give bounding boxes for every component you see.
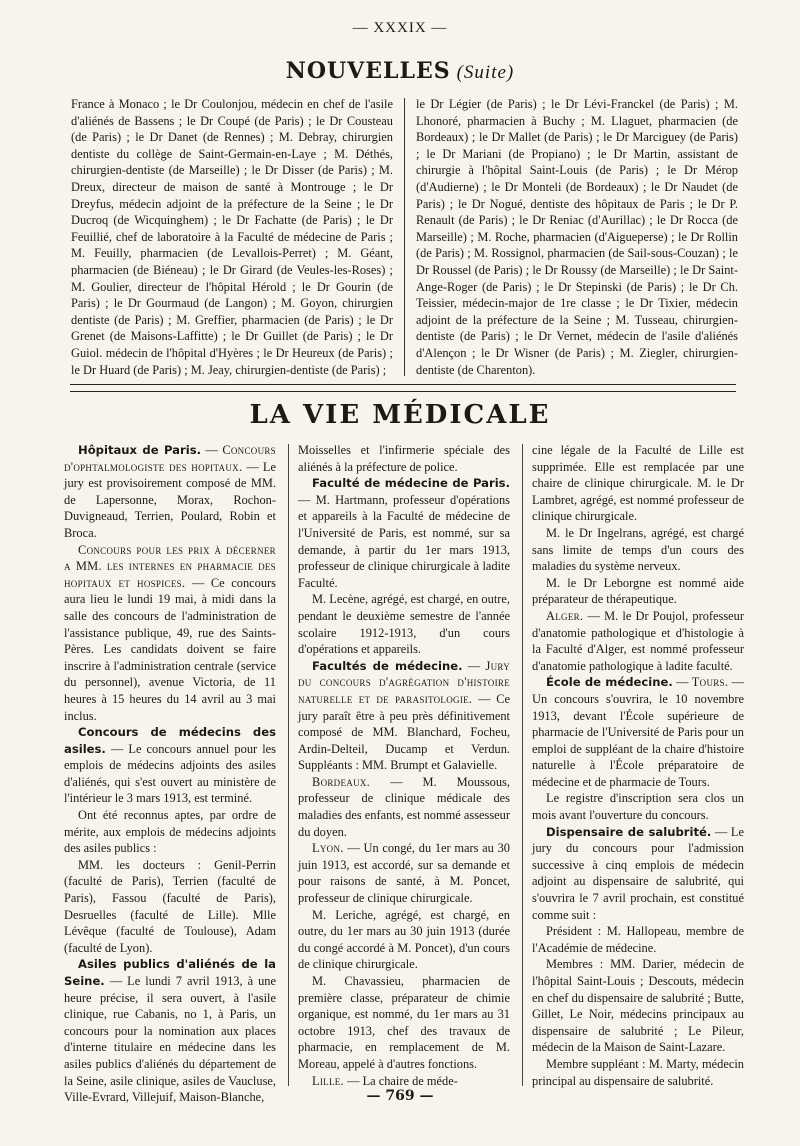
paragraph-lille-suite: cine légale de la Faculté de Lille est supprimée. Elle est remplacée par une chaire de clinique chirurgicale. M. le Dr Lambret, agrégé, est nommé professeur de clinique chirurgicale. [532, 443, 744, 524]
nouvelles-right-column [416, 96, 738, 378]
text-alger: — M. le Dr Poujol, professeur d'anatomie pathologique et d'histologie à la Faculté d'Alger, est nommé professeur d'anatomie pathologique à ladite faculté. [532, 608, 744, 673]
nouvelles-title [0, 58, 800, 84]
city-lille: Lille. [312, 1073, 344, 1088]
paragraph-registre: Le registre d'inscription sera clos un mois avant l'ouverture du concours. [532, 791, 744, 823]
vie-column-3 [532, 442, 744, 1089]
nouvelles-left-text: France à Monaco ; le Dr Coulonjou, médecin en chef de l'asile d'aliénés de Bassens ; le Dr Coupé (de Paris) ; le Dr Cousteau (de Paris) ; le Dr Danet (de Rennes) ; M. Debray, chirurgien dentiste du collège de Saint-Germain-en-Laye ; M. Déthés, chirurgien-dentiste (de Marseille) ; le Dr Disser (de Paris) ; M. Dreux, directeur de maison de santé à Montrouge ; le Dr Dreyfus, médecin adjoint de la préfecture de la Seine ; le Dr Ducroq (de Wicquinghem) ; le Dr Fachatte (de Paris) ; le Dr Feuillié, chef de laboratoire à la Faculté de médecine de Paris ; M. Feuilly, pharmacien (de Levallois-Perret) ; M. Géant, pharmacien (de Biéneau) ; le Dr Girard (de Veules-les-Roses) ; M. Goulier, directeur de l'hôpital Hérold ; le Dr Gourin (de Paris) ; le Dr Gourmaud (de Langon) ; M. Goyon, chirurgien dentiste (de Paris) ; M. Greffier, pharmacien (de Paris) ; le Dr Grenet (de Maisons-Laffitte) ; le Dr Guillet (de Paris) ; le Dr Guiol. médecin de l'hôpital d'Hyères ; le Dr Heureux (de Paris) ; le Dr Huard (de Paris) ; M. Jeay, chirurgien-dentiste (de Paris) ; [71, 97, 393, 377]
heading-ecole-medecine: École de médecine. [546, 675, 673, 690]
heading-asiles-seine: Asiles publics d'aliénés de la Seine. [64, 957, 276, 988]
text-faculte-paris: — M. Hartmann, professeur d'opérations et appareils à la Faculté de médecine de l'Université de Paris, est nommé, sur sa demande, à partir du 1er mars 1913, professeur de clinique chirurgicale à ladite Faculté. [298, 492, 510, 590]
nouvelles-title-text: NOUVELLES [285, 58, 451, 84]
vie-medicale-title: LA VIE MÉDICALE [249, 400, 551, 430]
paragraph-asiles-seine [64, 956, 276, 1105]
paragraph-aptes: Ont été reconnus aptes, par ordre de mérite, aux emplois de médecins adjoints des asiles publics : [64, 808, 276, 856]
column-divider-2 [522, 444, 523, 1086]
vie-column-2 [298, 442, 510, 1089]
nouvelles-left-column [71, 96, 393, 378]
heading-faculte-paris: Faculté de médecine de Paris. [312, 476, 510, 491]
paragraph-hopitaux: Hôpitaux de Paris. — Concours d'ophtalmologiste des hopitaux. — Le jury est provisoirement composé de MM. de Lapersonne, Morax, Rochon-Duvigneaud, Terrien, Poulard, Robin et Broca. [64, 443, 276, 540]
text-ecole-medecine: — Un concours s'ouvrira, le 10 novembre 1913, devant l'École supérieure de pharmacie de l'Université de Paris pour un emploi de suppléant de la chaire d'histoire naturelle à l'École préparatoire de médecine et de pharmacie de Tours. [532, 675, 744, 789]
paragraph-bordeaux [298, 774, 510, 840]
paragraph-docteurs: MM. les docteurs : Genil-Perrin (faculté de Paris), Terrien (faculté de Paris), Fassou (faculté de Paris), Desruelles (faculté de Lille). Mlle Lévêque (faculté de Toulouse), Adam (faculté de Lyon). [64, 857, 276, 955]
text-prix-internes: — Ce concours aura lieu le lundi 19 mai, à midi dans la salle des concours de l'administration de l'assistance publique, 49, rue des Saints-Pères. Les candidats doivent se faire inscrire à l'administration centrale (service du personnel), avenue Victoria, de 11 heures à 15 heures du 14 avril au 3 mai inclus. [64, 575, 276, 723]
paragraph-lecene: M. Lecène, agrégé, est chargé, en outre, pendant le deuxième semestre de l'année scolaire 1912-1913, d'un cours d'opérations et appareils. [298, 592, 510, 657]
paragraph-leriche: M. Leriche, agrégé, est chargé, en outre, du 1er mars au 30 juin 1913 (durée du congé accordé à M. Poncet), d'un cours de clinique chirurgicale. [298, 907, 510, 972]
city-bordeaux: Bordeaux. [312, 774, 371, 789]
paragraph-faculte-paris [298, 475, 510, 591]
heading-facultes-medecine: Facultés de médecine. [312, 658, 463, 673]
paragraph-facultes-medecine: Facultés de médecine. — Jury du concours d'agrégation d'histoire naturelle et de parasitologie. — Ce jury paraît être à peu près définitivement composé de MM. Blanchard, Focheu, Ardin-Delteil, Ducamp et Verdun. Suppléants : MM. Brumpt et Galavielle. [298, 658, 510, 773]
paragraph-moisselles: Moisselles et l'infirmerie spéciale des aliénés à la préfecture de police. [298, 443, 510, 474]
page-header-roman-numeral: — XXXIX — [352, 20, 448, 36]
paragraph-dispensaire [532, 824, 744, 924]
text-concours-asiles: — Le concours annuel pour les emplois de médecins adjoints des asiles d'aliénés, qui s'est ouvert au ministère de l'intérieur le 3 mars 1913, est terminé. [64, 741, 276, 806]
text-dispensaire: — Le jury du concours pour l'admission successive à cinq emplois de médecin adjoint au dispensaire de salubrité, qui s'ouvrira le 7 avril prochain, est constitué comme suit : [532, 824, 744, 922]
subheading-prix-internes: Concours pour les prix à décerner a MM. les internes en pharmacie des hopitaux et hospices. [64, 542, 276, 590]
paragraph-membres: Membres : MM. Darier, médecin de l'hôpital Saint-Louis ; Descouts, médecin en chef du dispensaire de salubrité ; Butte, Gillet, Le Noir, médecins principaux au dispensaire de salubrité ; Le Pileur, médecin de la Maison de Saint-Lazare. [532, 957, 744, 1055]
city-alger: Alger. [546, 608, 584, 623]
text-lille: — La chaire de méde- [347, 1073, 458, 1088]
nouvelles-column-divider [404, 98, 405, 376]
paragraph-ingelrans: M. le Dr Ingelrans, agrégé, est chargé sans limite de temps d'un cours des maladies du système nerveux. [532, 525, 744, 574]
column-divider-1 [288, 444, 289, 1086]
section-rule-upper [70, 384, 736, 385]
text-bordeaux: — M. Moussous, professeur de clinique médicale des maladies des enfants, est nommé assesseur du doyen. [298, 774, 510, 839]
paragraph-suppleant: Membre suppléant : M. Marty, médecin principal au dispensaire de salubrité. [532, 1056, 744, 1088]
heading-concours-asiles: Concours de médecins des asiles. [64, 725, 276, 756]
city-tours: Tours. [691, 675, 729, 690]
heading-hopitaux: Hôpitaux de Paris. [78, 443, 201, 457]
paragraph-leborgne: M. le Dr Leborgne est nommé aide préparateur de thérapeutique. [532, 575, 744, 607]
text-asiles-seine: — Le lundi 7 avril 1913, à une heure précise, il sera ouvert, à l'asile clinique, rue Cabanis, no 1, à Paris, un concours pour la nomination aux places d'interne titulaire en médecine dans les asiles publics d'aliénés du département de la Seine, asile clinique, asiles de Vaucluse, Ville-Evrard, Villejuif, Maison-Blanche, [64, 974, 276, 1105]
heading-dispensaire: Dispensaire de salubrité. [546, 824, 712, 839]
paragraph-concours-asiles [64, 724, 276, 807]
paragraph-lille [298, 1073, 510, 1090]
paragraph-prix-internes [64, 542, 276, 725]
text-jury-agregation: — Ce jury paraît être à peu près définitivement composé de MM. Blanchard, Focheu, Ardin-Delteil, Ducamp et Verdun. Suppléants : MM. Brumpt et Galavielle. [298, 691, 510, 773]
page-number: — 769 — [366, 1088, 434, 1104]
paragraph-alger [532, 608, 744, 674]
subheading-jury-agregation: Jury du concours d'agrégation d'histoire naturelle et de parasitologie. [298, 658, 510, 706]
section-rule-lower [70, 391, 736, 392]
text-concours-ophtalmo: — Le jury est provisoirement composé de MM. de Lapersonne, Morax, Rochon-Duvigneaud, Terrien, Poulard, Robin et Broca. [64, 459, 276, 540]
paragraph-president: Président : M. Hallopeau, membre de l'Académie de médecine. [532, 924, 744, 955]
text-lyon: — Un congé, du 1er mars au 30 juin 1913, est accordé, sur sa demande et pour raisons de santé, à M. Poncet, professeur de clinique chirurgicale. [298, 841, 510, 906]
paragraph-ecole-medecine: École de médecine. — Tours. — Un concours s'ouvrira, le 10 novembre 1913, devant l'École supérieure de pharmacie de l'Université de Paris pour un emploi de suppléant de la chaire d'histoire naturelle à l'École préparatoire de médecine et de pharmacie de Tours. [532, 675, 744, 789]
paragraph-lyon [298, 840, 510, 906]
city-lyon: Lyon. [312, 841, 344, 856]
paragraph-chavassieu: M. Chavassieu, pharmacien de première classe, préparateur de chimie organique, est nommé, du 1er mars au 31 octobre 1913, chef des travaux de pharmacie, en remplacement de M. Moreau, appelé à d'autres fonctions. [298, 974, 510, 1071]
nouvelles-suite-label: (Suite) [456, 62, 515, 83]
subheading-concours-ophtalmo: Concours d'ophtalmologiste des hopitaux. [64, 443, 276, 474]
nouvelles-right-text: le Dr Légier (de Paris) ; le Dr Lévi-Franckel (de Paris) ; M. Lhonoré, pharmacien à Buchy ; M. Llaguet, pharmacien (de Bordeaux) ; le Dr Mallet (de Paris) ; le Dr Marciguey (de Paris) ; le Dr Mariani (de Propiano) ; le Dr Martin, assistant de chirurgie à l'hôpital Saint-Louis (de Paris) ; le Dr Mérop (d'Audierne) ; le Dr Monteli (de Bordeaux) ; le Dr Naudet (de Paris) ; le Dr Nogué, dentiste des hôpitaux de Paris ; le Dr P. Renault (de Paris) ; le Dr Reniac (d'Aurillac) ; le Dr Rocca (de Marseille) ; M. Roche, pharmacien (d'Aigueperse) ; le Dr Rollin (de Paris) ; M. Rossignol, pharmacien (de Sail-sous-Couzan) ; le Dr Roussel (de Paris) ; le Dr Roussy (de Marseille) ; le Dr Saint-Ange-Roger (de Paris) ; le Dr Stepinski (de Paris) ; le Dr Ch. Teissier, médecin-major de 1re classe ; le Dr Tixier, médecin adjoint de la préfecture de la Seine ; M. Tusseau, chirurgien-dentiste (de Paris) ; le Dr Vernet, médecin de l'asile d'aliénés d'Alençon ; le Dr Wisner (de Paris) ; M. Ziegler, chirurgien-dentiste (de Charenton). [416, 97, 738, 377]
vie-column-1 [64, 442, 276, 1106]
